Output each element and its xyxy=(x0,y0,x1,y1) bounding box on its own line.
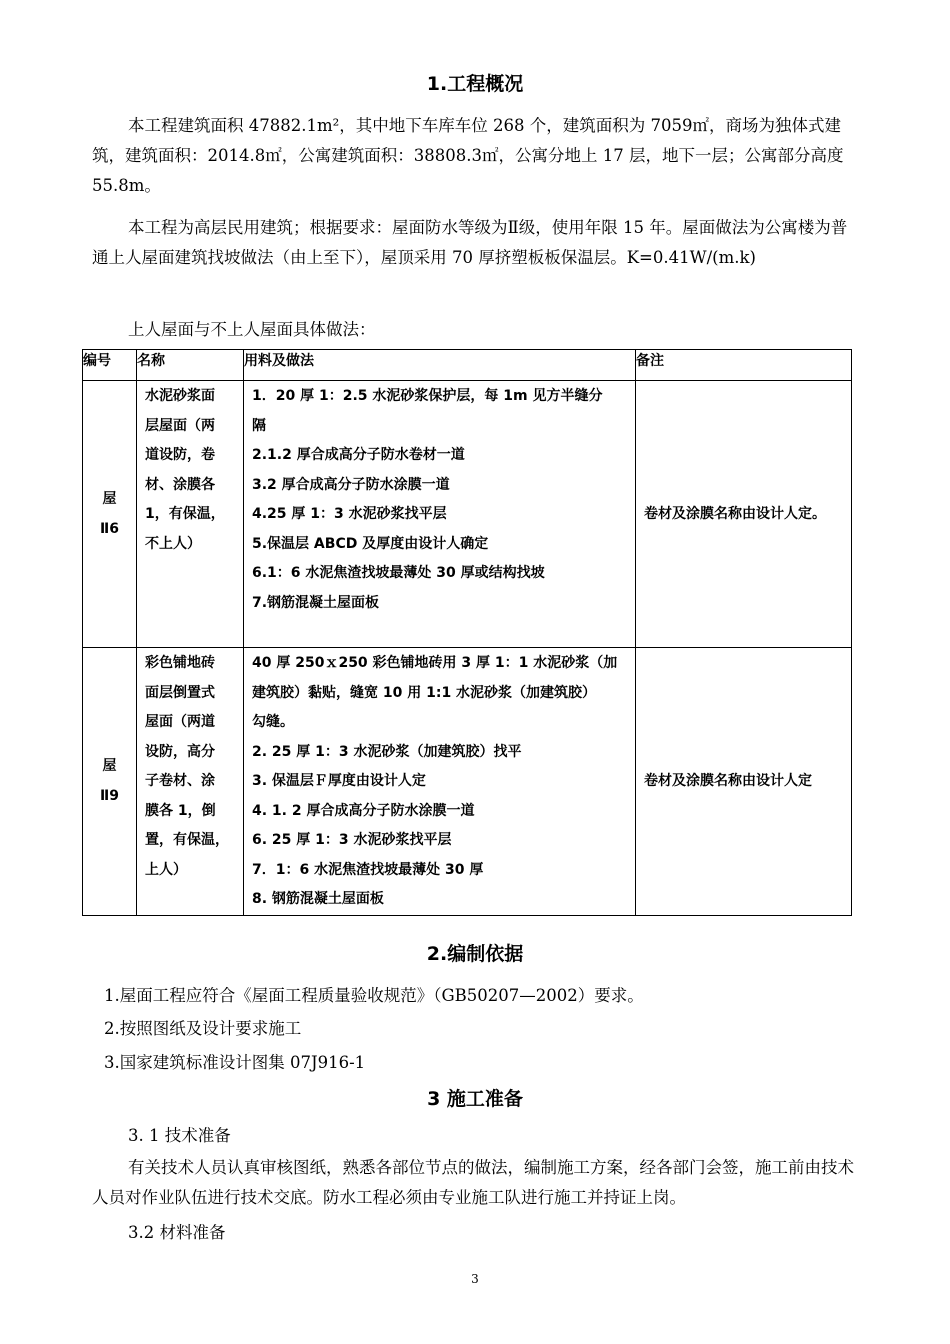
procedure-line: 隔 xyxy=(252,417,266,434)
section-1-title: 1.工程概况 xyxy=(426,73,524,95)
header-note: 备注 xyxy=(636,350,852,381)
name-line: 设防，高分 xyxy=(145,743,215,760)
procedure-line: 7.钢筋混凝土屋面板 xyxy=(252,594,380,611)
row-name xyxy=(137,648,244,916)
name-line: 层屋面（两 xyxy=(145,417,215,434)
procedure-line: 8. 钢筋混凝土屋面板 xyxy=(252,891,384,907)
procedure-line: 3.2 厚合成高分子防水涂膜一道 xyxy=(252,476,450,493)
roof-spec-table xyxy=(82,349,852,916)
table-row xyxy=(83,648,852,916)
name-line: 道设防，卷 xyxy=(145,447,215,463)
name-line: 子卷材、涂 xyxy=(145,773,215,789)
row-procedure xyxy=(244,381,636,648)
procedure-line: 1．20 厚 1：2.5 水泥砂浆保护层，每 1m 见方半缝分 xyxy=(252,388,603,404)
procedure-line: 4. 1. 2 厚合成高分子防水涂膜一道 xyxy=(252,802,475,819)
row-no-line: 屋 xyxy=(102,758,117,775)
section-3-subheading: 3. 1 技术准备 xyxy=(128,1126,231,1145)
name-line: 彩色铺地砖 xyxy=(145,655,215,671)
page-number: 3 xyxy=(471,1272,479,1286)
table-row xyxy=(83,381,852,648)
procedure-line: 3. 保温层Ｆ厚度由设计人定 xyxy=(252,773,426,789)
procedure-line: 40 厚 250ｘ250 彩色铺地砖用 3 厚 1：1 水泥砂浆（加 xyxy=(252,655,618,671)
row-no-line: Ⅱ6 xyxy=(100,521,119,537)
name-line: 屋面（两道 xyxy=(145,714,215,730)
header-procedure: 用料及做法 xyxy=(244,350,636,381)
name-line: 不上人） xyxy=(145,535,201,552)
header-name: 名称 xyxy=(137,350,244,381)
name-line: 上人） xyxy=(145,861,187,878)
procedure-line: 2.1.2 厚合成高分子防水卷材一道 xyxy=(252,447,465,463)
row-no xyxy=(83,381,137,648)
row-note: 卷材及涂膜名称由设计人定。 xyxy=(636,381,852,648)
section-3-title: 3 施工准备 xyxy=(427,1088,523,1110)
name-line: 置，有保温， xyxy=(145,832,229,848)
section-2-item: 2.按照图纸及设计要求施工 xyxy=(104,1019,302,1038)
table-header-row xyxy=(83,350,852,381)
procedure-line: 7．1：6 水泥焦渣找坡最薄处 30 厚 xyxy=(252,861,484,878)
section-3-paragraph: 有关技术人员认真审核图纸，熟悉各部位节点的做法，编制施工方案，经各部门会签，施工前由技术人员对作业队伍进行技术交底。防水工程必须由专业施工队进行施工并持证上岗。 xyxy=(92,1158,854,1207)
name-line: 水泥砂浆面 xyxy=(145,388,215,404)
name-line: 材、涂膜各 xyxy=(145,476,215,493)
name-line: 膜各 1，倒 xyxy=(145,802,216,819)
row-no xyxy=(83,648,137,916)
section-2-title: 2.编制依据 xyxy=(426,943,524,965)
row-name xyxy=(137,381,244,648)
header-no: 编号 xyxy=(83,350,137,381)
procedure-line: 2. 25 厚 1：3 水泥砂浆（加建筑胶）找平 xyxy=(252,743,522,760)
row-no-line: 屋 xyxy=(102,491,117,507)
procedure-line: 4.25 厚 1：3 水泥砂浆找平层 xyxy=(252,506,447,522)
procedure-line: 6. 25 厚 1：3 水泥砂浆找平层 xyxy=(252,832,452,848)
section-3-subheading: 3.2 材料准备 xyxy=(128,1223,226,1242)
row-no-line: Ⅱ9 xyxy=(100,788,119,805)
section-1-paragraph-2: 本工程为高层民用建筑；根据要求：屋面防水等级为Ⅱ级，使用年限 15 年。屋面做法为公寓楼为普通上人屋面建筑找坡做法（由上至下），屋顶采用 70 厚挤塑板板保温层。K=0.41W/(m.k) xyxy=(92,218,848,267)
procedure-line: 勾缝。 xyxy=(252,714,294,730)
row-note: 卷材及涂膜名称由设计人定 xyxy=(636,648,852,916)
section-1-paragraph-3: 上人屋面与不上人屋面具体做法： xyxy=(128,320,376,339)
name-line: 面层倒置式 xyxy=(145,684,215,701)
procedure-line: 5.保温层 ABCD 及厚度由设计人确定 xyxy=(252,535,489,552)
procedure-line: 建筑胶）黏贴，缝宽 10 用 1:1 水泥砂浆（加建筑胶） xyxy=(252,684,597,701)
name-line: 1，有保温， xyxy=(145,506,225,522)
section-2-item: 1.屋面工程应符合《屋面工程质量验收规范》（GB50207—2002）要求。 xyxy=(104,986,644,1005)
procedure-line: 6.1：6 水泥焦渣找坡最薄处 30 厚或结构找坡 xyxy=(252,565,545,581)
section-1-paragraph-1: 本工程建筑面积 47882.1m²，其中地下车库车位 268 个，建筑面积为 7059㎡，商场为独体式建筑，建筑面积：2014.8㎡，公寓建筑面积：38808.3㎡，公寓分地上 17 层，地下一层；公寓部分高度 55.8m。 xyxy=(92,116,844,195)
row-procedure xyxy=(244,648,636,916)
section-2-item: 3.国家建筑标准设计图集 07J916-1 xyxy=(104,1053,366,1072)
